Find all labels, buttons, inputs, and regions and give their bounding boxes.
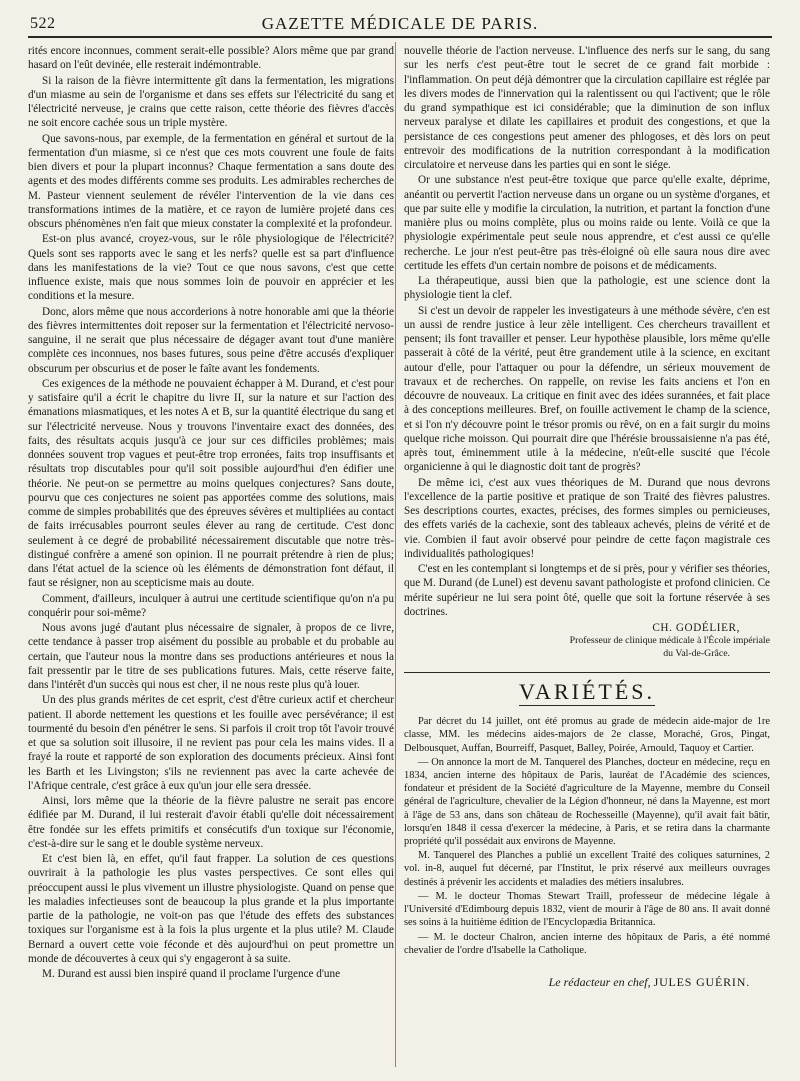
news-item: — M. le docteur Thomas Stewart Traill, professeur de médecine légale à l'Université d'Edimbourg depuis 1832, vient de mourir à l'âge de 80 ans. Il avait donné ses soins à la huitième édition de l'Encyclopædia Britannica.	[404, 890, 770, 929]
left-column	[28, 44, 394, 981]
paragraph: Donc, alors même que nous accorderions à notre honorable ami que la théorie des fièvres intermittentes doit reposer sur la fermentation et l'électricité nervoso-sanguine, il ne serait que plus nécessaire de dégager avant tout d'une manière complète ces inconnues, nos bases futures, sous peine d'être accusés d'expliquer obscurum per obscurius et de poser le faîte avant les fondements.	[28, 305, 394, 375]
paragraph: Un des plus grands mérites de cet esprit, c'est d'être curieux actif et chercheur patient. Il aborde nettement les questions et les fouille avec persévérance; il est tourmenté du besoin d'en pénétrer le sens. Si parfois il croit trop tôt l'avoir trouvé et que sa solution soit illusoire, il ne revient pas pour cela les mains vides. Il a frayé la route et rapporté de son exploration des documents précieux. Ainsi font les Barth et les Livingston; s'ils ne reviennent pas avec la carte achevée de l'Afrique centrale, c'est grâce à eux qu'un jour elle sera dressée.	[28, 694, 394, 792]
paragraph: Or une substance n'est peut-être toxique que parce qu'elle exalte, déprime, anéantit ou pervertit l'action nerveuse dans un organe ou un système d'organes, et que par suite elle y modifie la circulation, la nutrition, et partant la fonction d'une manière plus ou moins complète, plus ou moins raide ou lente. Voilà ce que la physiologie expérimentale peut seule nous apprendre, et c'est aussi ce qu'elle recherche. Le jour n'est peut-être pas très-éloigné où elle saura nous dire avec certitude les effets d'un certain nombre de poisons et de médicaments.	[404, 174, 770, 272]
news-item: — M. le docteur Chalron, ancien interne des hôpitaux de Paris, a été nommé chevalier de l'ordre d'Isabelle la Catholique.	[404, 931, 770, 956]
paragraph: La thérapeutique, aussi bien que la pathologie, est une science dont la physiologie tient la clef.	[404, 275, 770, 302]
section-divider	[404, 672, 770, 673]
paragraph: rités encore inconnues, comment serait-elle possible? Alors même que par grand hasard on l'eût devinée, elle resterait indémontrable.	[28, 45, 394, 72]
page-number: 522	[30, 15, 56, 32]
author-institution: du Val-de-Grâce.	[663, 647, 730, 659]
paragraph: C'est en les contemplant si longtemps et de si près, pour y vérifier ses théories, que M. Durand (de Lunel) est devenu savant pathologiste et profond clinicien. Ce mérite supérieur ne lui sera point ôté, quelle que soit la fortune réservée à ses doctrines.	[404, 563, 770, 618]
news-item: M. Tanquerel des Planches a publié un excellent Traité des coliques saturnines, 2 vol. in-8, auquel fut décerné, par l'Institut, le prix réservé aux meilleurs ouvrages destinés à prévenir les accidents et maladies des métiers insalubres.	[404, 850, 770, 888]
author-title: Professeur de clinique médicale à l'École impériale	[569, 635, 770, 647]
news-item: Par décret du 14 juillet, ont été promus au grade de médecin aide-major de 1re classe, MM. les médecins aides-majors de 2e classe, Moraché, Gros, Pingat, Delbousquet, Auffan, Bourreiff, Pasquet, Balley, Poirée, Arnould, Taquoy et Cartier.	[404, 716, 770, 754]
paragraph: Comment, d'ailleurs, inculquer à autrui une certitude scientifique qu'on n'a pu conquérir pour soi-même?	[28, 592, 394, 619]
news-items	[404, 715, 770, 957]
journal-title: GAZETTE MÉDICALE DE PARIS.	[261, 14, 539, 33]
paragraph: Que savons-nous, par exemple, de la fermentation en général et surtout de la fermentation d'un miasme, si ce n'est que ces mots couvrent une foule de faits bien divers et pour la plupart inconnus? Chaque fermentation a sans doute des agents et des modes différents comme ses produits. Les admirables recherches de M. Pasteur viennent seulement de révéler l'intervention de la vie dans ces transformations intimes de la matière, et ce rayon de lumière projeté dans ces obscurs phénomènes n'en fait que mieux constater la complexité et la profondeur.	[28, 132, 394, 230]
editor-name: JULES GUÉRIN.	[653, 974, 750, 989]
editor-label: Le rédacteur en chef,	[548, 974, 651, 989]
paragraph: nouvelle théorie de l'action nerveuse. L'influence des nerfs sur le sang, du sang sur les nerfs c'est peut-être tout le secret de ce grand fait morbide : l'inflammation. On peut déjà démontrer que la circulation capillaire est réglée par les divers modes de l'innervation qui la ralentissent ou qui l'activent; que le rôle du grand sympathique est ici considérable; que la diminution de son influx nerveux paralyse et dilate les capillaires et produit des congestions, et que la persistance de ces congestions peut amener des phlogoses, et dès lors on peut entrevoir des modifications de la nutrition correspondant à la modification circulatoire et nerveuse dans les parties qui en sont le siége.	[404, 45, 770, 171]
section-heading-text: VARIÉTÉS.	[519, 679, 655, 705]
column-divider	[395, 42, 396, 1067]
paragraph: M. Durand est aussi bien inspiré quand il proclame l'urgence d'une	[42, 968, 341, 980]
paragraph: Si la raison de la fièvre intermittente gît dans la fermentation, les migrations d'un miasme au sein de l'organisme et dans ses effets sur l'électricité du sang et l'électricité nerveuse, je crains que cette raison, cette théorie des fièvres d'accès ne soit encore cachée sous un triple mystère.	[28, 74, 394, 130]
section-heading	[404, 679, 770, 705]
paragraph: Si c'est un devoir de rappeler les investigateurs à une méthode sévère, c'en est un aussi de rendre justice à leur zèle intelligent. Ces chercheurs travaillent et pensent; ils font travailler et penser. Leur hypothèse plausible, lors même qu'elle passerait à côté de la vérité, peut être grandement utile à la science, en excitant autour d'elle, pour l'attaquer ou pour la défendre, un sérieux mouvement de travaux et de recherches. On rappelle, on revise les faits anciens et l'on en découvre de nouveaux. La critique en finit avec des idées surannées, et fait place à des conceptions meilleures. Bref, on fouille activement le champ de la science, et si l'on n'y découvre point le trésor promis ou rêvé, on en a fait surgir du moins quelque riche moisson. Qui pourrait dire que l'hérésie broussaisienne n'a pas été, après tout, éminemment utile à la médecine, n'eût-elle suscité que l'école organicienne à qui le diagnostic doit tant de progrès?	[404, 304, 770, 474]
paragraph: De même ici, c'est aux vues théoriques de M. Durand que nous devrons l'excellence de la partie positive et pratique de son Traité des fièvres palustres. Ses descriptions courtes, exactes, précises, des formes simples ou pernicieuses, des effets variés de la cachexie, sont des tableaux achevés, pleins de vérité et de vie. Combien il faut avoir observé pour peindre de cette façon magistrale ces individualités pathologiques!	[404, 476, 770, 560]
editor-signature	[404, 975, 770, 990]
right-column	[404, 44, 770, 990]
paragraph: Est-on plus avancé, croyez-vous, sur le rôle physiologique de l'électricité? Quels sont ses rapports avec le sang et les nerfs? quelle est sa part d'influence dans les manifestations de la vie? Tout ce que nous savons, c'est que cette influence existe, mais que nous sommes loin de pouvoir en apprécier et les conditions et la mesure.	[28, 233, 394, 303]
news-item: — On annonce la mort de M. Tanquerel des Planches, docteur en médecine, reçu en 1834, ancien interne des hôpitaux de Paris, lauréat de l'Académie des sciences, fondateur et président de la Société d'agriculture de la Mayenne, membre du Conseil général de l'agriculture, chevalier de la Légion d'honneur, né dans la Mayenne, est mort à l'âge de 53 ans, dans son château de Rochesseille (Mayenne), qu'il avait fait bâtir, lorsqu'en 1848 il cessa d'exercer la médecine, à Paris, et se retira dans la charmante propriété qu'il possédait aux environs de Mayenne.	[404, 756, 770, 848]
paragraph: Et c'est bien là, en effet, qu'il faut frapper. La solution de ces questions ouvrirait à la pathologie les plus vastes perspectives. Ce sont elles qui préoccupent aussi le plus vivement un illustre physiologiste. Quand on pense que les maladies infectieuses sont de beaucoup la plus grande et la plus importante partie de la pathologie, ne voit-on pas que l'étude des effets des substances toxiques sur l'organisme est à la fois la plus urgente et la plus utile? M. Claude Bernard a ouvert cette voie féconde et dès aujourd'hui on peut promettre un monde de découvertes à ceux qui s'y engageront à sa suite.	[28, 853, 394, 965]
paragraph: Ces exigences de la méthode ne pouvaient échapper à M. Durand, et c'est pour y satisfaire qu'il a écrit le chapitre du livre II, sur la nature et sur l'action des émanations miasmatiques, et les notes A et B, sur la quantité électrique du sang et sur l'électricité nerveuse. Nous y trouvons l'inventaire exact des données, des faits, des résultats acquis jusqu'à ce jour sur ces difficiles problèmes; mais données souvent trop vagues et peut-être trop erronées, faits trop insuffisants et résultats trop discutables pour qu'il soit possible aujourd'hui d'en édifier une théorie. Ne peut-on se permettre au moins quelques conjectures? Sans doute, pourvu que ces conjectures ne soient pas apportées comme des solutions, mais comme de simples probabilités que des épreuves sévères et multipliées au contact de faits irrécusables pourront seules élever au rang de certitude. C'est donc seulement à ce degré de probabilité nécessairement discutable que notre très-distingué confrère a amené son opinion. Il ne pourrait prétendre à rien de plus; dans l'état actuel de la science où les éléments de démonstration font défaut, il faut se résigner, non au scepticisme mais au doute.	[28, 377, 394, 590]
article-signature	[404, 621, 770, 660]
paragraph: Ainsi, lors même que la théorie de la fièvre palustre ne serait pas encore édifiée par M. Durand, il lui resterait d'avoir établi qu'elle doit nécessairement être fondée sur les effets primitifs et consécutifs d'un toxique sur l'économie, c'est-à-dire sur le sang et le double système nerveux.	[28, 795, 394, 850]
paragraph: Nous avons jugé d'autant plus nécessaire de signaler, à propos de ce livre, cette tendance à passer trop aisément du possible au probable et du probable au certain, que l'auteur nous la montre dans ses productions antérieures et nous la fait pressentir par le titre de ses publications futures. Mais, cette réserve faite, dans l'intérêt d'un succès qui nous est cher, il ne nous reste plus qu'à louer.	[28, 622, 394, 691]
author-name: CH. GODÉLIER,	[652, 622, 740, 634]
page-header	[28, 12, 772, 38]
